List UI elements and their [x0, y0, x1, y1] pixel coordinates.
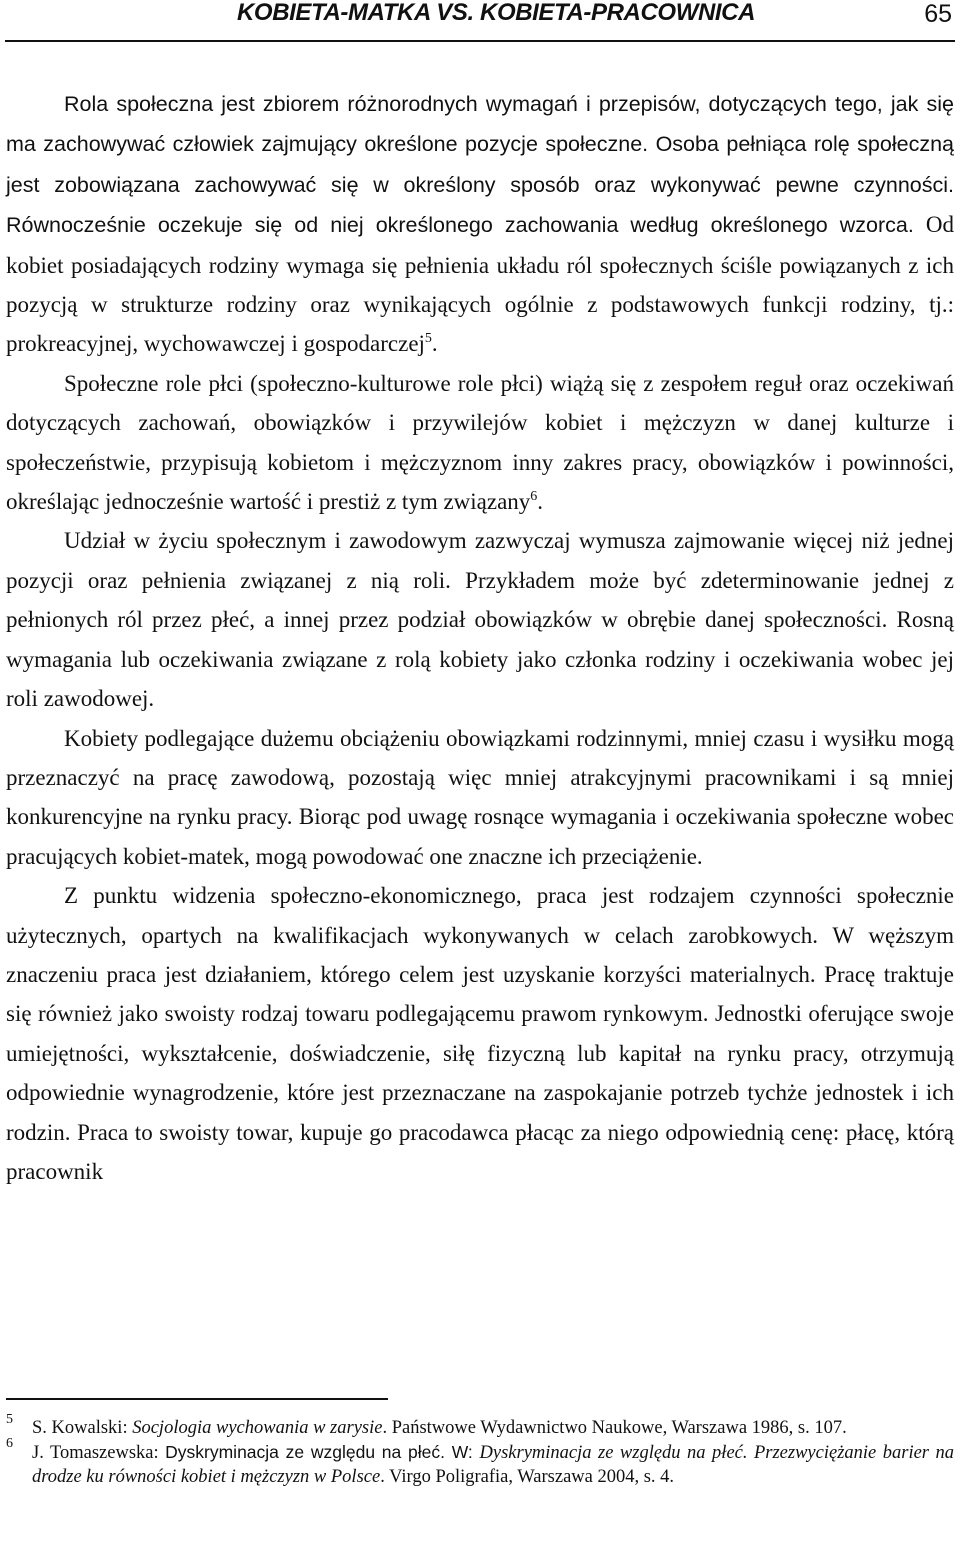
paragraph-text: Od kobiet posiadających rodziny wymaga się pełnienia układu ról społecznych ściśle powiązanych z ich pozycją w strukturze rodziny oraz wynikających ogólnie z podstawowych funkcji rodziny, tj.: prokreacyjnej, wychowawczej i gospodarczej — [6, 212, 954, 357]
paragraph — [6, 364, 954, 522]
header-rule — [5, 40, 955, 42]
footnotes — [6, 1412, 955, 1489]
footnote-text: J. Tomaszewska: — [32, 1443, 166, 1463]
paragraph-text: Społeczne role płci (społeczno-kulturowe role płci) wiążą się z zespołem reguł oraz oczekiwań dotyczących zachowań, obowiązków i przywilejów kobiet i mężczyzn w danej kulturze i społeczeństwie, przypisują kobietom i mężczyznom inny zakres pracy, obowiązków i powinności, określając jednocześnie wartość i prestiż z tym związany — [6, 370, 954, 515]
footnote-mark: 6 — [6, 1436, 13, 1451]
paragraph-text: Z punktu widzenia społeczno-ekonomicznego, praca jest rodzajem czynności społecznie użytecznych, opartych na kwalifikacjach wykonywanych w celach zarobkowych. W węższym znaczeniu praca jest działaniem, którego celem jest uzyskanie korzyści materialnych. Pracę traktuje się również jako swoisty rodzaj towaru podlegającemu prawom rynkowym. Jednostki oferujące swoje umiejętności, wykształcenie, doświadczenie, siłę fizyczną lub kapitał na rynku pracy, otrzymują odpowiednie wynagrodzenie, które jest przeznaczane na zaspokajanie potrzeb tychże jednostek i ich rodzin. Praca to swoisty towar, kupuje go pracodawca płacąc za niego odpowiednią cenę: płacę, którą pracownik — [6, 883, 954, 1184]
paragraph — [6, 876, 954, 1191]
footnote-mark: 5 — [6, 1412, 13, 1427]
footnote-title: Socjologia wychowania w zarysie — [132, 1418, 383, 1438]
running-title: KOBIETA-MATKA VS. KOBIETA-PRACOWNICA — [237, 0, 756, 26]
paragraph-text: . — [537, 489, 544, 515]
footnote — [6, 1436, 955, 1489]
paragraph-text: Kobiety podlegające dużemu obciążeniu obowiązkami rodzinnymi, mniej czasu i wysiłku mogą przeznaczyć na pracę zawodową, pozostają więc mniej atrakcyjnymi pracownikami i są mniej konkurencyjne na rynku pracy. Biorąc pod uwagę rosnące wymagania i oczekiwania społeczne wobec pracujących kobiet-matek, mogą powodować one znaczne ich przeciążenie. — [6, 725, 954, 869]
paragraph-text: . — [431, 331, 438, 357]
footnote-text: S. Kowalski: — [32, 1418, 133, 1438]
paragraph — [6, 719, 954, 877]
paragraph-text: Udział w życiu społecznym i zawodowym zazwyczaj wymusza zajmowanie więcej niż jednej pozycji oraz pełnienia związanej z nią roli. Przykładem może być zdeterminowanie jednej z pełnionych ról przez płeć, a innej przez podział obowiązków w obrębie danej społeczności. Rosną wymagania lub oczekiwania związane z rolą kobiety jako członka rodziny i oczekiwania wobec jej roli zawodowej. — [6, 528, 954, 712]
paragraph-text: Rola społeczna jest zbiorem różnorodnych wymagań i przepisów, dotyczących tego, jak się ma zachowywać człowiek zajmujący określone pozycje społeczne. Osoba pełniąca rolę społeczną jest zobowiązana zachowywać się w określony sposób oraz wykonywać pewne czynności. Równocześnie oczekuje się od niej określonego zachowania według określonego wzorca. — [6, 92, 954, 238]
paragraph — [6, 84, 954, 364]
running-header — [0, 0, 960, 40]
paragraph — [6, 521, 954, 718]
footnote-title: Dyskryminacja ze względu na płeć. Przezwyciężanie barier na drodze ku równości kobiet i mężczyzn w Polsce — [32, 1443, 955, 1487]
footnote-rule — [6, 1398, 388, 1400]
footnote-text: . Państwowe Wydawnictwo Naukowe, Warszawa 1986, s. 107. — [382, 1418, 847, 1438]
footnote-text: . Virgo Poligrafia, Warszawa 2004, s. 4. — [380, 1467, 675, 1487]
footnote-ref: 6 — [530, 489, 538, 505]
footnote-ref: 5 — [424, 331, 432, 347]
body-text — [6, 84, 954, 1191]
page-number: 65 — [924, 0, 952, 28]
footnote-text: Dyskryminacja ze względu na płeć. W: — [165, 1442, 480, 1462]
footnote — [6, 1412, 954, 1440]
